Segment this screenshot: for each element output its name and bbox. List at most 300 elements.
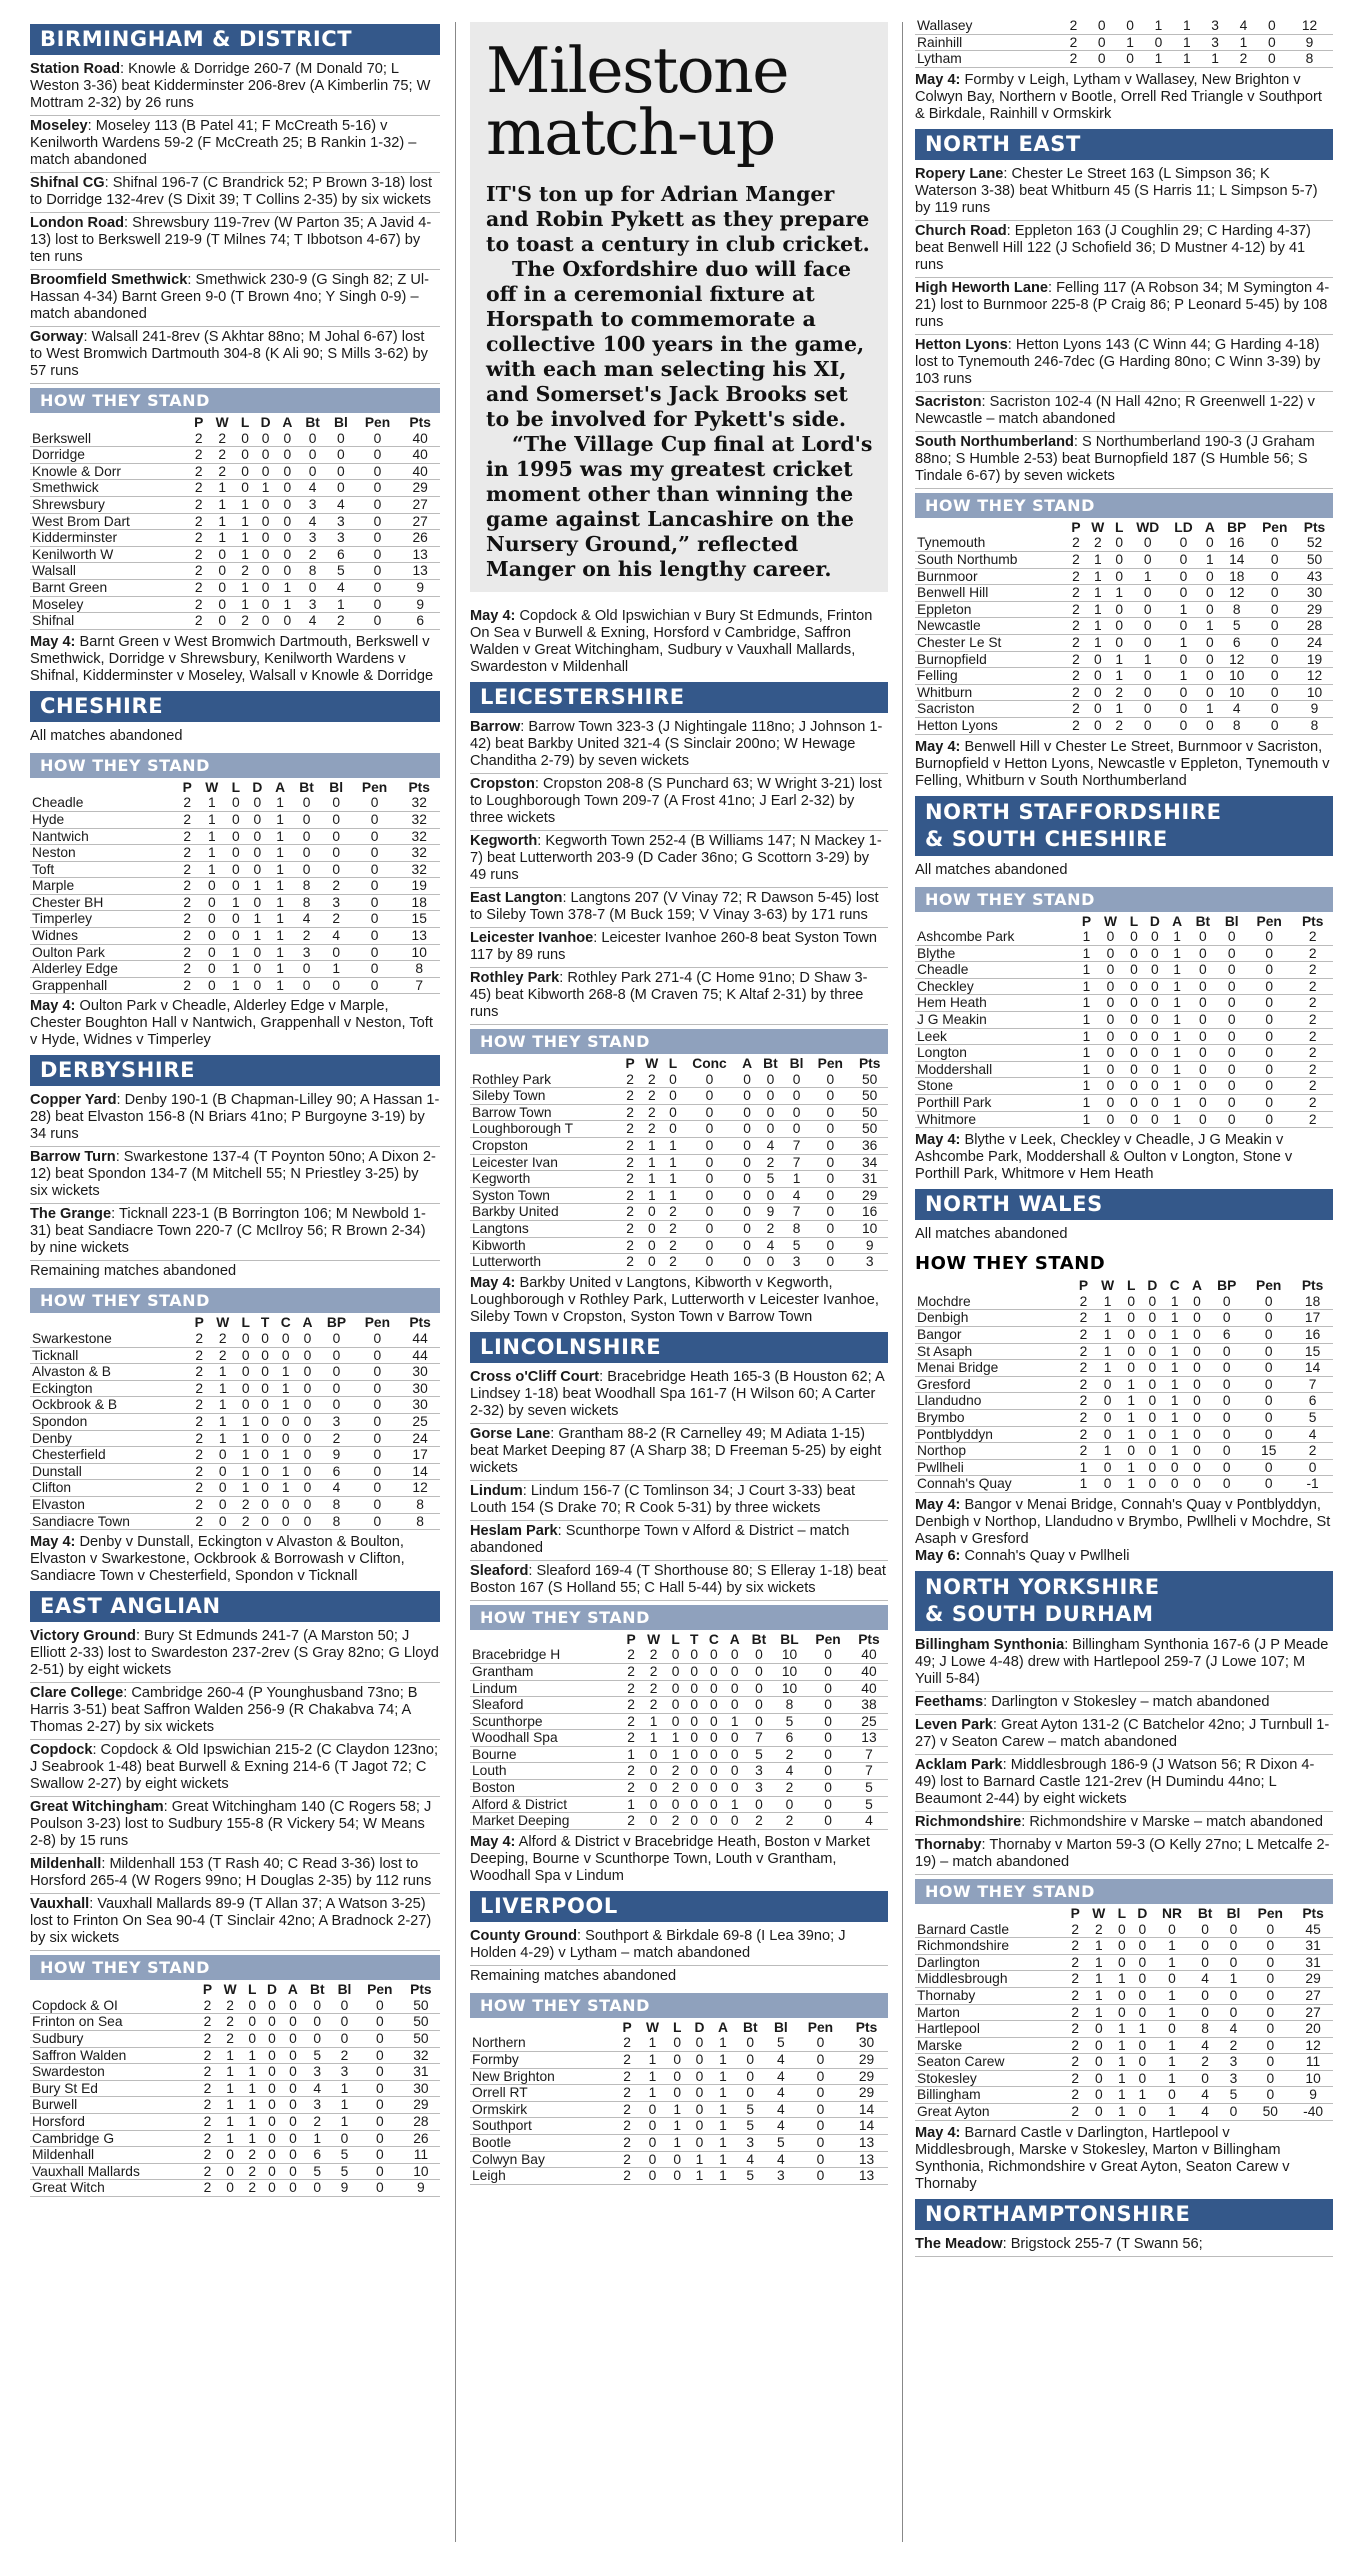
stat-cell: 0: [268, 2030, 276, 2046]
stat-cell: 8: [302, 878, 311, 894]
stat-cell: 0: [1151, 978, 1159, 994]
stat-cell: 0: [375, 2097, 384, 2113]
stat-cell: 0: [1267, 34, 1276, 50]
stat-cell: 4: [1201, 1971, 1209, 1987]
stat-cell: 0: [1106, 1061, 1115, 1077]
table-row: [915, 701, 1333, 718]
team-name: Ockbrook & B: [32, 1397, 118, 1413]
table-row: [915, 1459, 1333, 1476]
stat-cell: 0: [337, 430, 345, 446]
stat-cell: 1: [1094, 1954, 1103, 1970]
table-row: [470, 1713, 888, 1730]
stat-cell: 2: [203, 1997, 212, 2013]
how-they-stand-lincolnshire: HOW THEY STAND: [470, 1605, 888, 1630]
column-header: NR: [1161, 1905, 1182, 1921]
stat-cell: 13: [412, 546, 428, 562]
stat-cell: 0: [705, 1137, 714, 1153]
team-name: Spondon: [32, 1414, 88, 1429]
stat-cell: 1: [1115, 701, 1123, 717]
stat-cell: 0: [1222, 1426, 1231, 1442]
stat-cell: 2: [218, 463, 227, 479]
stat-cell: 2: [203, 2014, 212, 2030]
stat-cell: 0: [671, 1680, 680, 1696]
match-result: Great Witchingham: Great Witchingham 140 (C Rogers 58; J Poulson 3-23) lost to Sudbury 155-8 (R Vickery 54; W Means 2-8) by 15 runs: [30, 1797, 440, 1854]
column-header: L: [1117, 1905, 1126, 1921]
stat-cell: 24: [412, 1430, 428, 1446]
team-name: Hetton Lyons: [917, 717, 998, 733]
stat-cell: 0: [1115, 535, 1123, 551]
stat-cell: 0: [824, 1796, 832, 1812]
stat-cell: 0: [1265, 1028, 1273, 1044]
stat-cell: 1: [719, 2151, 727, 2167]
column-header: L: [668, 1056, 678, 1071]
stat-cell: 1: [218, 1430, 227, 1446]
ground-name: South Northumberland: [915, 433, 1074, 450]
stat-cell: 0: [268, 2047, 276, 2063]
stat-cell: 2: [626, 1254, 634, 1270]
stat-cell: 2: [623, 2101, 631, 2117]
story-headline: Milestone match-up: [486, 34, 789, 169]
stat-cell: 1: [695, 2151, 704, 2167]
stat-cell: 0: [1222, 1476, 1231, 1492]
stat-cell: 0: [1270, 684, 1279, 700]
column-header: Pts: [409, 415, 431, 430]
team-name: Nantwich: [32, 828, 89, 844]
stat-cell: 29: [858, 2068, 875, 2084]
stat-cell: 8: [416, 1513, 424, 1529]
ground-name: Billingham Synthonia: [915, 1636, 1065, 1653]
result-text: Shifnal 196-7 (C Brandrick 52; P Brown 3-18) lost to Dorridge 132-4rev (S Dixit 39; T Collins 2-35) by six wickets: [30, 175, 433, 208]
stat-cell: 0: [1143, 717, 1152, 733]
column-header: BP: [326, 1315, 347, 1331]
stat-cell: 1: [648, 2068, 657, 2084]
stat-cell: 2: [627, 1730, 635, 1746]
section-header-northamptonshire: NORTHAMPTONSHIRE: [915, 2199, 1333, 2230]
stat-cell: 0: [1199, 1061, 1207, 1077]
stat-cell: 0: [1094, 2021, 1103, 2037]
team-name: Bootle: [472, 2135, 512, 2150]
stat-cell: 1: [1154, 51, 1163, 67]
stat-cell: 0: [1168, 2087, 1176, 2103]
team-name: Swardeston: [32, 2064, 105, 2080]
stat-cell: 2: [1093, 535, 1102, 551]
column-header: W: [645, 1056, 659, 1071]
stat-cell: 0: [649, 1780, 658, 1796]
stat-cell: 0: [218, 1513, 227, 1529]
stat-cell: 0: [253, 961, 262, 977]
stat-cell: 1: [276, 928, 284, 944]
column-header: D: [260, 415, 271, 430]
stat-cell: 0: [253, 894, 262, 910]
stat-cell: 1: [276, 795, 284, 811]
how-they-stand-liverpool: HOW THEY STAND: [470, 1993, 888, 2018]
column-header: Bl: [333, 415, 348, 430]
table-row: [30, 911, 440, 928]
stat-cell: 1: [218, 530, 227, 546]
column-header: [915, 520, 1066, 536]
stat-cell: 0: [671, 1697, 680, 1713]
stat-cell: 0: [1130, 945, 1138, 961]
stat-cell: 8: [785, 1697, 794, 1713]
match-result: Vauxhall: Vauxhall Mallards 89-9 (T Allan 37; A Watson 3-25) lost to Frinton On Sea 90-4 (T Sinclair 42no; A Bradnock 2-27) by six wickets: [30, 1894, 440, 1951]
stat-cell: 26: [412, 530, 428, 546]
table-row: [30, 1998, 440, 2014]
stat-cell: 0: [253, 944, 262, 960]
stat-cell: 1: [276, 894, 284, 910]
stat-cell: 0: [1130, 1061, 1138, 1077]
stat-cell: 1: [207, 828, 216, 844]
column-header: WD: [1136, 519, 1160, 535]
stat-cell: 0: [1103, 1393, 1112, 1409]
stat-cell: 1: [226, 2113, 234, 2129]
column-header: P: [202, 1982, 213, 1998]
stat-cell: 0: [313, 1997, 322, 2013]
stat-cell: 0: [1093, 668, 1102, 684]
stat-cell: 1: [1093, 601, 1102, 617]
stat-cell: 2: [647, 1088, 656, 1104]
stat-cell: 0: [1193, 1293, 1201, 1309]
stat-cell: 0: [1222, 1343, 1231, 1359]
stat-cell: 2: [183, 944, 192, 960]
stat-cell: 1: [1143, 651, 1152, 667]
stat-cell: 1: [1239, 34, 1248, 50]
stat-cell: 0: [695, 2068, 704, 2084]
table-row: [470, 2052, 888, 2069]
stat-cell: 0: [1264, 1360, 1273, 1376]
stat-cell: 0: [253, 811, 262, 827]
stat-cell: 4: [332, 1480, 341, 1496]
column-header: Pts: [858, 1631, 880, 1647]
stat-cell: 0: [373, 546, 382, 562]
team-name: Marple: [32, 878, 75, 894]
stat-cell: 0: [1115, 551, 1123, 567]
stat-cell: 1: [1082, 1028, 1091, 1044]
column-header: Bt: [1197, 1905, 1213, 1921]
stat-cell: 0: [1199, 978, 1207, 994]
stat-cell: 2: [1072, 634, 1080, 650]
stat-cell: 15: [1304, 1343, 1321, 1359]
column-header: Pen: [361, 779, 388, 795]
stat-cell: 24: [1306, 634, 1323, 650]
stat-cell: 0: [375, 2047, 384, 2063]
stat-cell: 0: [1229, 1938, 1238, 1954]
stat-cell: 0: [647, 1204, 656, 1220]
match-result: The Grange: Ticknall 223-1 (B Borrington 106; M Newbold 1-31) beat Sandiacre Town 220-7 (C McIlroy 56; R Brown 2-34) by nine wickets: [30, 1204, 440, 1261]
stat-cell: 0: [261, 513, 270, 529]
stat-cell: 1: [1173, 1012, 1181, 1028]
stat-cell: 0: [1106, 1012, 1115, 1028]
stat-cell: 3: [755, 1763, 763, 1779]
column-header: P: [1078, 1278, 1089, 1294]
stat-cell: 0: [1093, 651, 1102, 667]
stat-cell: 1: [1138, 2087, 1147, 2103]
stat-cell: 0: [1151, 1061, 1159, 1077]
stat-cell: 2: [1072, 717, 1080, 733]
team-name: Colwyn Bay: [472, 2151, 545, 2167]
stat-cell: 7: [755, 1730, 763, 1746]
stat-cell: 1: [1173, 1078, 1181, 1094]
stat-cell: 0: [730, 1663, 739, 1679]
team-name: New Brighton: [472, 2068, 555, 2084]
stat-cell: 0: [647, 1220, 656, 1236]
stat-cell: 2: [194, 480, 203, 496]
match-result: Ropery Lane: Chester Le Street 163 (L Simpson 36; K Waterson 3-38) beat Whitburn 45 (S Harris 11; L Simpson 5-7) by 119 runs: [915, 164, 1333, 221]
table-row: [915, 1476, 1333, 1493]
match-result: Heslam Park: Scunthorpe Town v Alford & District – match abandoned: [470, 1521, 888, 1561]
stat-cell: 29: [858, 2085, 875, 2101]
team-name: Burnmoor: [917, 568, 978, 584]
stat-cell: 0: [370, 878, 379, 894]
stat-cell: 9: [417, 2180, 425, 2196]
stat-cell: 9: [332, 1447, 341, 1463]
stat-cell: 0: [332, 944, 341, 960]
stat-cell: 0: [1151, 995, 1159, 1011]
table-row: [915, 1443, 1333, 1460]
stat-cell: 2: [337, 613, 345, 629]
stat-cell: 0: [218, 1463, 227, 1479]
column-header: Pen: [1256, 913, 1282, 929]
stat-cell: 4: [1239, 18, 1248, 33]
stat-cell: 0: [1106, 1095, 1115, 1111]
team-name: Porthill Park: [917, 1095, 992, 1111]
stat-cell: 16: [1229, 535, 1245, 551]
stat-cell: 2: [649, 1663, 658, 1679]
stat-cell: 2: [183, 911, 192, 927]
stat-cell: 1: [281, 1380, 290, 1396]
stat-cell: 0: [743, 1154, 751, 1170]
stat-cell: 2: [671, 1763, 680, 1779]
stat-cell: 0: [824, 1697, 832, 1713]
stat-cell: 0: [283, 447, 292, 463]
ground-name: Moseley: [30, 118, 88, 134]
stat-cell: 0: [1206, 717, 1214, 733]
stat-cell: 0: [1222, 1459, 1231, 1475]
ground-name: Barrow Turn: [30, 1149, 116, 1166]
table-row: [30, 2147, 440, 2164]
column-header: L: [231, 779, 241, 795]
stat-cell: 0: [1227, 995, 1236, 1011]
table-row: [470, 1137, 888, 1154]
team-name: Billingham: [917, 2087, 981, 2103]
stat-cell: 0: [1227, 1012, 1236, 1028]
stat-cell: 0: [1143, 701, 1152, 717]
stat-cell: 0: [695, 2052, 704, 2068]
stat-cell: 0: [303, 1414, 312, 1429]
stat-cell: 0: [1151, 1078, 1159, 1094]
stat-cell: 0: [710, 1763, 718, 1779]
column-header: Bt: [751, 1631, 767, 1647]
team-name: Alvaston & B: [32, 1364, 111, 1380]
stat-cell: 5: [785, 1713, 794, 1729]
stat-cell: 1: [1103, 1293, 1112, 1309]
stat-cell: 9: [1305, 34, 1314, 50]
column-header: T: [689, 1631, 699, 1647]
stat-cell: 1: [207, 845, 216, 861]
stat-cell: 40: [861, 1680, 877, 1696]
stat-cell: 0: [303, 1513, 312, 1529]
column-header: Pen: [1257, 1905, 1283, 1921]
stat-cell: 0: [340, 2014, 349, 2030]
team-name: Kidderminster: [32, 530, 118, 546]
stat-cell: 1: [281, 1480, 290, 1496]
stat-cell: 2: [218, 430, 227, 446]
stat-cell: 0: [1117, 1938, 1126, 1954]
stat-cell: 2: [785, 1746, 794, 1762]
stat-cell: 0: [1151, 1095, 1159, 1111]
team-name: Grappenhall: [32, 977, 108, 993]
column-header: W: [223, 1982, 237, 1998]
stat-cell: 0: [370, 944, 379, 960]
stat-cell: 0: [1094, 2104, 1103, 2120]
column-header: BP: [1217, 1278, 1237, 1294]
stat-cell: 32: [411, 795, 427, 811]
stat-cell: 2: [195, 1347, 204, 1363]
stat-cell: 1: [1094, 1938, 1103, 1954]
ground-name: East Langton: [470, 890, 563, 906]
column-header: Pen: [815, 1631, 841, 1647]
stat-cell: 2: [194, 579, 203, 595]
column-header: W: [1104, 913, 1118, 929]
stat-cell: 3: [302, 944, 311, 960]
stat-cell: 0: [743, 1220, 751, 1236]
column-header: Pts: [410, 1982, 432, 1998]
column-header: W: [1101, 1278, 1115, 1294]
stat-cell: 2: [1308, 1045, 1317, 1061]
stat-cell: 1: [1168, 2104, 1176, 2120]
stat-cell: 1: [1103, 1360, 1112, 1376]
stat-cell: 2: [649, 1647, 658, 1663]
standings-north-wales: [915, 1278, 1333, 1493]
stat-cell: 1: [669, 1171, 677, 1187]
column-header: W: [1092, 1905, 1106, 1921]
stat-cell: 2: [1072, 535, 1080, 551]
column-header: Pen: [1256, 1278, 1282, 1294]
stat-cell: 5: [1232, 618, 1241, 634]
match-result: Copdock: Copdock & Old Ipswichian 215-2 (C Claydon 123no; J Seabrook 1-48) beat Burwell & Exning 214-6 (T Jagot 72; C Swallow 2-27) by eight wickets: [30, 1740, 440, 1797]
stat-cell: 27: [412, 513, 428, 529]
stat-cell: 1: [1103, 1343, 1112, 1359]
stat-cell: 1: [1168, 2004, 1176, 2020]
team-name: Clifton: [32, 1480, 72, 1496]
stat-cell: 2: [649, 1697, 658, 1713]
stat-cell: 0: [1227, 1095, 1236, 1111]
stat-cell: 0: [755, 1647, 763, 1663]
stat-cell: 0: [1117, 2004, 1126, 2020]
column-header: Pts: [1302, 1905, 1324, 1921]
stat-cell: 3: [792, 1254, 801, 1270]
team-name: Grantham: [472, 1663, 534, 1679]
stat-cell: 0: [1115, 618, 1123, 634]
stat-cell: 0: [710, 1680, 718, 1696]
stat-cell: 0: [303, 1347, 312, 1363]
match-result: Broomfield Smethwick: Smethwick 230-9 (G Singh 82; Z Ul-Hassan 4-34) Barnt Green 9-0 (T Brown 4no; Y Singh 0-9) – match abandoned: [30, 270, 440, 327]
stat-cell: 0: [1138, 1954, 1147, 1970]
stat-cell: 0: [1267, 51, 1276, 67]
stat-cell: 0: [710, 1813, 718, 1829]
stat-cell: 0: [1222, 1376, 1231, 1392]
stat-cell: 2: [340, 2047, 349, 2063]
stat-cell: 2: [626, 1220, 634, 1236]
stat-cell: 9: [416, 579, 424, 595]
ground-name: Gorse Lane: [470, 1425, 551, 1442]
ground-name: Broomfield Smethwick: [30, 272, 188, 288]
stat-cell: 0: [743, 1237, 751, 1253]
stat-cell: 0: [1201, 2004, 1209, 2020]
table-row: [30, 447, 440, 464]
section-header-liverpool: LIVERPOOL: [470, 1891, 888, 1922]
stat-cell: 8: [1305, 51, 1314, 67]
stat-cell: 0: [302, 795, 311, 811]
team-name: Seaton Carew: [917, 2054, 1005, 2070]
stat-cell: 0: [792, 1071, 801, 1087]
column-header: A: [275, 779, 286, 795]
ground-name: Acklam Park: [915, 1756, 1003, 1773]
team-name: Orrell RT: [472, 2085, 528, 2101]
stat-cell: 0: [283, 530, 292, 546]
stat-cell: 2: [1072, 668, 1080, 684]
stat-cell: 1: [1206, 701, 1214, 717]
table-row: [30, 563, 440, 580]
stat-cell: 0: [1117, 1987, 1126, 2003]
stat-cell: 0: [824, 1746, 832, 1762]
stat-cell: 0: [261, 1397, 269, 1413]
stat-cell: 2: [626, 1121, 634, 1137]
stat-cell: 1: [1168, 2037, 1176, 2053]
column-1: [30, 22, 440, 2552]
stat-cell: 0: [253, 845, 262, 861]
table-row: [470, 1647, 888, 1663]
stat-cell: 0: [231, 795, 240, 811]
match-result: Feethams: Darlington v Stokesley – match abandoned: [915, 1692, 1333, 1715]
stat-cell: 1: [1115, 651, 1123, 667]
column-header: C: [280, 1315, 291, 1331]
stat-cell: 0: [1199, 929, 1207, 945]
stat-cell: 1: [647, 1154, 656, 1170]
team-name: Denby: [32, 1430, 72, 1446]
column-header: Pts: [858, 1056, 881, 1071]
stat-cell: 5: [746, 2101, 755, 2117]
stat-cell: 6: [785, 1730, 794, 1746]
column-header: Pen: [1262, 519, 1288, 535]
stat-cell: 0: [302, 828, 311, 844]
table-row: [470, 2135, 888, 2152]
stat-cell: 0: [231, 928, 240, 944]
stat-cell: 0: [673, 2052, 682, 2068]
team-name: West Brom Dart: [32, 513, 130, 529]
stat-cell: 1: [241, 546, 249, 562]
column-header: Pen: [367, 1982, 393, 1998]
column-header: Bt: [305, 415, 320, 430]
match-result: Gorse Lane: Grantham 88-2 (R Carnelley 49; M Adiata 1-15) beat Market Deeping 87 (A Sharp 38; D Freeman 5-25) by eight wickets: [470, 1424, 888, 1481]
story-paragraph: “The Village Cup final at Lord's in 1995 was my greatest cricket moment other than winning the game against Lancashire on the Nursery Ground,” reflected Manger on his lengthy career.: [486, 432, 873, 581]
column-header: W: [1091, 519, 1105, 535]
column-header: W: [216, 1315, 230, 1331]
column-header: P: [626, 1631, 636, 1647]
north-staffs-note: All matches abandoned: [915, 861, 1068, 878]
stat-cell: 1: [648, 2052, 657, 2068]
match-result: The Meadow: Brigstock 255-7 (T Swann 56;: [915, 2234, 1333, 2257]
team-name: Tynemouth: [917, 535, 986, 551]
ground-name: Leicester Ivanhoe: [470, 930, 594, 946]
stat-cell: 0: [303, 1364, 312, 1380]
table-row: [470, 1187, 888, 1204]
stat-cell: 1: [1117, 2070, 1126, 2086]
stat-cell: 0: [283, 496, 292, 512]
team-name: Saffron Walden: [32, 2047, 127, 2063]
table-row: [915, 2104, 1333, 2121]
stat-cell: 0: [673, 2151, 682, 2167]
stat-cell: 2: [241, 563, 249, 579]
